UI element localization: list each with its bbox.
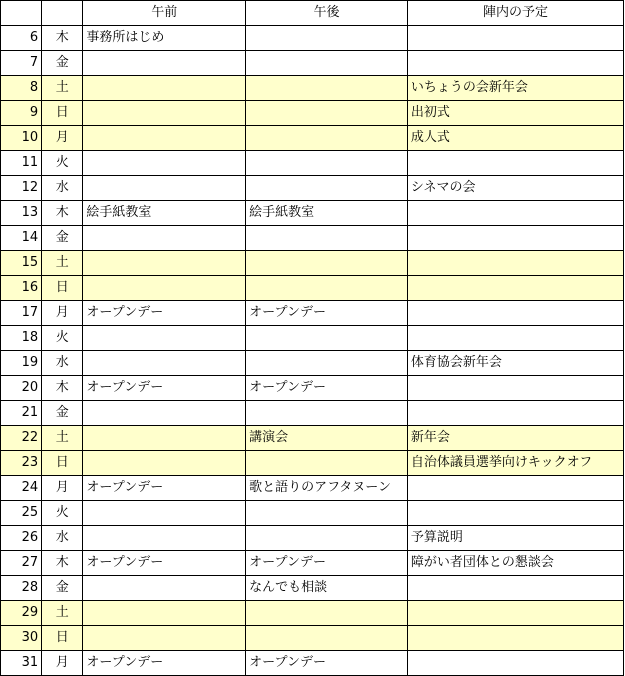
day-cell[interactable]: 27 bbox=[1, 551, 42, 576]
weekday-cell[interactable]: 木 bbox=[42, 376, 83, 401]
day-cell[interactable]: 9 bbox=[1, 101, 42, 126]
day-cell[interactable]: 8 bbox=[1, 76, 42, 101]
weekday-cell[interactable]: 金 bbox=[42, 576, 83, 601]
pm-cell[interactable]: オープンデー bbox=[246, 551, 408, 576]
table-row bbox=[1, 201, 624, 226]
day-cell[interactable]: 22 bbox=[1, 426, 42, 451]
weekday-cell[interactable]: 金 bbox=[42, 226, 83, 251]
weekday-cell[interactable]: 月 bbox=[42, 476, 83, 501]
event-cell[interactable] bbox=[407, 651, 623, 676]
day-cell[interactable]: 20 bbox=[1, 376, 42, 401]
header-row bbox=[1, 1, 624, 26]
event-cell[interactable] bbox=[407, 26, 623, 51]
header-pm: 午後 bbox=[246, 1, 408, 26]
day-cell[interactable]: 21 bbox=[1, 401, 42, 426]
table-row bbox=[1, 76, 624, 101]
weekday-cell[interactable]: 日 bbox=[42, 276, 83, 301]
day-cell[interactable]: 28 bbox=[1, 576, 42, 601]
pm-cell[interactable] bbox=[246, 326, 408, 351]
weekday-cell[interactable]: 木 bbox=[42, 551, 83, 576]
am-cell[interactable] bbox=[83, 276, 246, 301]
am-cell[interactable] bbox=[83, 576, 246, 601]
weekday-cell[interactable]: 火 bbox=[42, 326, 83, 351]
table-row bbox=[1, 326, 624, 351]
am-cell[interactable] bbox=[83, 351, 246, 376]
am-cell[interactable] bbox=[83, 451, 246, 476]
pm-cell[interactable] bbox=[246, 501, 408, 526]
am-cell[interactable] bbox=[83, 401, 246, 426]
day-cell[interactable]: 17 bbox=[1, 301, 42, 326]
weekday-cell[interactable]: 日 bbox=[42, 101, 83, 126]
event-cell[interactable] bbox=[407, 401, 623, 426]
table-row bbox=[1, 301, 624, 326]
day-cell[interactable]: 23 bbox=[1, 451, 42, 476]
am-cell[interactable] bbox=[83, 226, 246, 251]
pm-cell[interactable] bbox=[246, 101, 408, 126]
table-row bbox=[1, 551, 624, 576]
event-cell[interactable] bbox=[407, 151, 623, 176]
pm-cell[interactable] bbox=[246, 176, 408, 201]
am-cell[interactable] bbox=[83, 501, 246, 526]
weekday-cell[interactable]: 日 bbox=[42, 451, 83, 476]
pm-cell[interactable]: 歌と語りのアフタヌーン bbox=[246, 476, 408, 501]
table-row bbox=[1, 626, 624, 651]
event-cell[interactable] bbox=[407, 601, 623, 626]
table-row bbox=[1, 651, 624, 676]
event-cell[interactable] bbox=[407, 326, 623, 351]
weekday-cell[interactable]: 月 bbox=[42, 126, 83, 151]
day-cell[interactable]: 6 bbox=[1, 26, 42, 51]
pm-cell[interactable] bbox=[246, 601, 408, 626]
event-cell[interactable]: 障がい者団体との懇談会 bbox=[407, 551, 623, 576]
table-row bbox=[1, 451, 624, 476]
pm-cell[interactable] bbox=[246, 26, 408, 51]
am-cell[interactable] bbox=[83, 151, 246, 176]
am-cell[interactable]: オープンデー bbox=[83, 551, 246, 576]
event-cell[interactable] bbox=[407, 626, 623, 651]
table-row bbox=[1, 401, 624, 426]
header-day bbox=[1, 1, 42, 26]
table-row bbox=[1, 426, 624, 451]
weekday-cell[interactable]: 水 bbox=[42, 351, 83, 376]
weekday-cell[interactable]: 月 bbox=[42, 301, 83, 326]
pm-cell[interactable]: なんでも相談 bbox=[246, 576, 408, 601]
weekday-cell[interactable]: 土 bbox=[42, 76, 83, 101]
table-row bbox=[1, 126, 624, 151]
table-row bbox=[1, 151, 624, 176]
pm-cell[interactable]: オープンデー bbox=[246, 376, 408, 401]
header-weekday bbox=[42, 1, 83, 26]
day-cell[interactable]: 29 bbox=[1, 601, 42, 626]
day-cell[interactable]: 11 bbox=[1, 151, 42, 176]
weekday-cell[interactable]: 日 bbox=[42, 626, 83, 651]
event-cell[interactable]: 成人式 bbox=[407, 126, 623, 151]
day-cell[interactable]: 31 bbox=[1, 651, 42, 676]
day-cell[interactable]: 25 bbox=[1, 501, 42, 526]
table-row bbox=[1, 601, 624, 626]
am-cell[interactable] bbox=[83, 526, 246, 551]
day-cell[interactable]: 7 bbox=[1, 51, 42, 76]
table-row bbox=[1, 226, 624, 251]
event-cell[interactable]: いちょうの会新年会 bbox=[407, 76, 623, 101]
pm-cell[interactable]: 講演会 bbox=[246, 426, 408, 451]
weekday-cell[interactable]: 水 bbox=[42, 176, 83, 201]
event-cell[interactable] bbox=[407, 476, 623, 501]
weekday-cell[interactable]: 土 bbox=[42, 601, 83, 626]
am-cell[interactable] bbox=[83, 626, 246, 651]
pm-cell[interactable] bbox=[246, 626, 408, 651]
event-cell[interactable]: 新年会 bbox=[407, 426, 623, 451]
am-cell[interactable] bbox=[83, 601, 246, 626]
day-cell[interactable]: 12 bbox=[1, 176, 42, 201]
day-cell[interactable]: 24 bbox=[1, 476, 42, 501]
pm-cell[interactable] bbox=[246, 401, 408, 426]
event-cell[interactable] bbox=[407, 226, 623, 251]
event-cell[interactable] bbox=[407, 301, 623, 326]
weekday-cell[interactable]: 木 bbox=[42, 26, 83, 51]
am-cell[interactable] bbox=[83, 176, 246, 201]
am-cell[interactable]: オープンデー bbox=[83, 301, 246, 326]
pm-cell[interactable] bbox=[246, 51, 408, 76]
am-cell[interactable] bbox=[83, 251, 246, 276]
day-cell[interactable]: 19 bbox=[1, 351, 42, 376]
am-cell[interactable] bbox=[83, 126, 246, 151]
am-cell[interactable]: オープンデー bbox=[83, 476, 246, 501]
weekday-cell[interactable]: 水 bbox=[42, 526, 83, 551]
am-cell[interactable] bbox=[83, 426, 246, 451]
event-cell[interactable]: 予算説明 bbox=[407, 526, 623, 551]
table-row bbox=[1, 501, 624, 526]
day-cell[interactable]: 16 bbox=[1, 276, 42, 301]
day-cell[interactable]: 15 bbox=[1, 251, 42, 276]
event-cell[interactable] bbox=[407, 201, 623, 226]
day-cell[interactable]: 30 bbox=[1, 626, 42, 651]
table-row bbox=[1, 51, 624, 76]
am-cell[interactable] bbox=[83, 76, 246, 101]
pm-cell[interactable] bbox=[246, 226, 408, 251]
am-cell[interactable]: 絵手紙教室 bbox=[83, 201, 246, 226]
table-row bbox=[1, 251, 624, 276]
table-row bbox=[1, 276, 624, 301]
table-row bbox=[1, 101, 624, 126]
event-cell[interactable] bbox=[407, 276, 623, 301]
pm-cell[interactable] bbox=[246, 276, 408, 301]
event-cell[interactable] bbox=[407, 251, 623, 276]
header-am: 午前 bbox=[83, 1, 246, 26]
am-cell[interactable]: オープンデー bbox=[83, 651, 246, 676]
day-cell[interactable]: 13 bbox=[1, 201, 42, 226]
day-cell[interactable]: 26 bbox=[1, 526, 42, 551]
pm-cell[interactable] bbox=[246, 76, 408, 101]
event-cell[interactable]: 体育協会新年会 bbox=[407, 351, 623, 376]
pm-cell[interactable] bbox=[246, 151, 408, 176]
pm-cell[interactable] bbox=[246, 351, 408, 376]
event-cell[interactable]: 出初式 bbox=[407, 101, 623, 126]
event-cell[interactable] bbox=[407, 576, 623, 601]
table-row bbox=[1, 526, 624, 551]
am-cell[interactable] bbox=[83, 51, 246, 76]
table-row bbox=[1, 351, 624, 376]
weekday-cell[interactable]: 土 bbox=[42, 251, 83, 276]
weekday-cell[interactable]: 月 bbox=[42, 651, 83, 676]
day-cell[interactable]: 14 bbox=[1, 226, 42, 251]
day-cell[interactable]: 10 bbox=[1, 126, 42, 151]
weekday-cell[interactable]: 金 bbox=[42, 51, 83, 76]
day-cell[interactable]: 18 bbox=[1, 326, 42, 351]
event-cell[interactable] bbox=[407, 51, 623, 76]
weekday-cell[interactable]: 火 bbox=[42, 151, 83, 176]
weekday-cell[interactable]: 金 bbox=[42, 401, 83, 426]
pm-cell[interactable]: オープンデー bbox=[246, 651, 408, 676]
weekday-cell[interactable]: 木 bbox=[42, 201, 83, 226]
table-row bbox=[1, 376, 624, 401]
pm-cell[interactable] bbox=[246, 251, 408, 276]
pm-cell[interactable] bbox=[246, 451, 408, 476]
event-cell[interactable] bbox=[407, 501, 623, 526]
am-cell[interactable]: 事務所はじめ bbox=[83, 26, 246, 51]
table-row bbox=[1, 26, 624, 51]
pm-cell[interactable] bbox=[246, 126, 408, 151]
header-event: 陣内の予定 bbox=[407, 1, 623, 26]
pm-cell[interactable]: オープンデー bbox=[246, 301, 408, 326]
weekday-cell[interactable]: 土 bbox=[42, 426, 83, 451]
event-cell[interactable] bbox=[407, 376, 623, 401]
event-cell[interactable]: シネマの会 bbox=[407, 176, 623, 201]
am-cell[interactable] bbox=[83, 326, 246, 351]
table-row bbox=[1, 476, 624, 501]
table-row bbox=[1, 576, 624, 601]
am-cell[interactable] bbox=[83, 101, 246, 126]
weekday-cell[interactable]: 火 bbox=[42, 501, 83, 526]
event-cell[interactable]: 自治体議員選挙向けキックオフ bbox=[407, 451, 623, 476]
table-row bbox=[1, 176, 624, 201]
pm-cell[interactable] bbox=[246, 526, 408, 551]
pm-cell[interactable]: 絵手紙教室 bbox=[246, 201, 408, 226]
am-cell[interactable]: オープンデー bbox=[83, 376, 246, 401]
